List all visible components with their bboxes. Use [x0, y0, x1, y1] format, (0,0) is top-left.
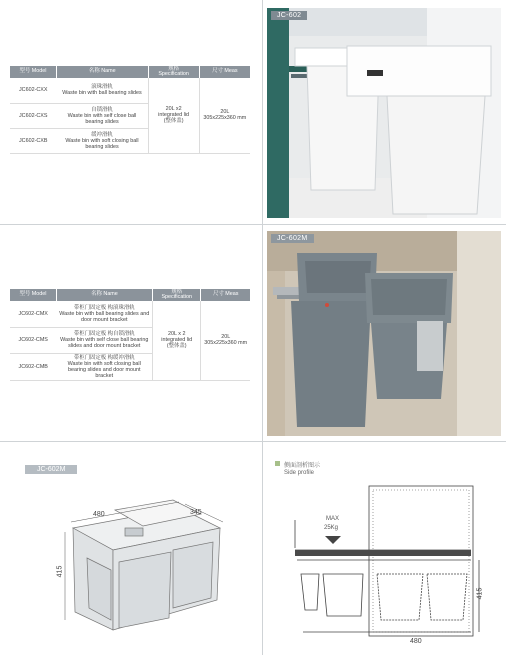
header-name: 名称 Name — [56, 66, 148, 78]
header-spec-en: Specification — [158, 71, 189, 77]
profile-legend-square — [275, 461, 280, 466]
name-en: Waste bin with self close ball bearing slides and door mount bracket — [60, 337, 149, 349]
name-cn: 缓冲滑轨 — [91, 131, 113, 138]
name-en: Waste bin with ball bearing slides — [62, 90, 142, 97]
header-spec — [148, 66, 199, 78]
spec-cell — [148, 78, 199, 153]
spec-value: integrated lid — [161, 337, 193, 344]
name-cell — [56, 301, 152, 327]
photo-jc602-illustration — [267, 8, 501, 218]
side-profile-drawing — [283, 478, 493, 648]
model-cell: JC602-CMB — [10, 353, 56, 380]
max-load: 25Kg — [324, 525, 339, 531]
model-cell: JC602-CXS — [10, 103, 56, 128]
model-cell: JC602-CXX — [10, 78, 56, 103]
divider — [0, 441, 506, 442]
header-meas: 尺寸 Meas — [199, 66, 250, 78]
meas-value: 20L — [220, 109, 230, 116]
name-cell — [56, 78, 148, 103]
table-row — [10, 301, 250, 327]
meas-value: 20L — [221, 334, 231, 341]
model-cell: JC602-CMS — [10, 327, 56, 353]
drawing-label: JC-602M — [25, 465, 77, 474]
name-cn: 带柜门固定板 构缓冲滑轨 — [73, 354, 135, 361]
header-spec-cn: 规格 — [171, 288, 183, 295]
name-en: Waste bin with self close ball bearing slides — [67, 112, 137, 125]
photo-jc602m-illustration — [267, 231, 501, 436]
product-label: JC-602M — [271, 234, 314, 243]
spec-table-2 — [10, 289, 250, 381]
name-cn: 带柜门固定板 构滚珠滑轨 — [73, 304, 135, 311]
spec-value: 20L x2 — [165, 106, 182, 113]
divider — [262, 0, 263, 655]
name-cn: 滚珠滑轨 — [91, 84, 113, 91]
header-spec — [153, 289, 201, 301]
name-en: Waste bin with soft closing ball bearing slides and door mount bracket — [67, 360, 141, 379]
name-en: Waste bin with soft closing ball bearing slides — [65, 137, 139, 150]
name-cell — [56, 353, 152, 380]
dim-width: 480 — [93, 511, 105, 518]
profile-dim-height: 415 — [476, 587, 484, 600]
isometric-drawing — [15, 480, 255, 650]
product-label: JC-602 — [271, 11, 307, 20]
header-spec-en: Specification — [161, 294, 193, 300]
name-cell — [56, 103, 148, 128]
spec-cell — [153, 301, 201, 380]
name-en: Waste bin with ball bearing slides and door mount bracket — [59, 310, 150, 323]
model-cell: JC602-CXB — [10, 128, 56, 153]
name-cell — [56, 128, 148, 153]
header-spec-cn: 规格 — [168, 65, 180, 72]
meas-value: 305x225x360 mm — [203, 115, 247, 122]
spec-value: 20L x 2 — [167, 331, 186, 338]
profile-title-cn: 侧面剖析图示 — [284, 463, 321, 469]
max-label: MAX — [326, 516, 340, 522]
meas-value: 305x225x360 mm — [204, 340, 248, 347]
spec-value: (整体盖) — [163, 118, 184, 125]
dim-height: 415 — [56, 565, 64, 578]
spec-value: (整体盖) — [166, 343, 187, 350]
header-model: 型号 Model — [10, 289, 56, 301]
profile-title-en: Side profile — [284, 470, 315, 476]
spec-value: integrated lid — [158, 112, 190, 119]
table-row — [10, 78, 250, 103]
dim-depth: 345 — [190, 509, 202, 516]
header-model: 型号 Model — [10, 66, 56, 78]
meas-cell — [199, 78, 250, 153]
product-photo-jc602 — [267, 8, 501, 218]
profile-dim-width: 480 — [410, 638, 422, 645]
model-cell: JC602-CMX — [10, 301, 56, 327]
meas-cell — [201, 301, 250, 380]
header-name: 名称 Name — [56, 289, 152, 301]
name-cell — [56, 327, 152, 353]
product-photo-jc602m — [267, 231, 501, 436]
divider — [0, 224, 506, 225]
name-cn: 带柜门固定板 构自锁滑轨 — [73, 331, 135, 337]
name-cn: 自锁滑轨 — [91, 106, 113, 113]
spec-table-1 — [10, 66, 250, 154]
header-meas: 尺寸 Meas — [201, 289, 250, 301]
